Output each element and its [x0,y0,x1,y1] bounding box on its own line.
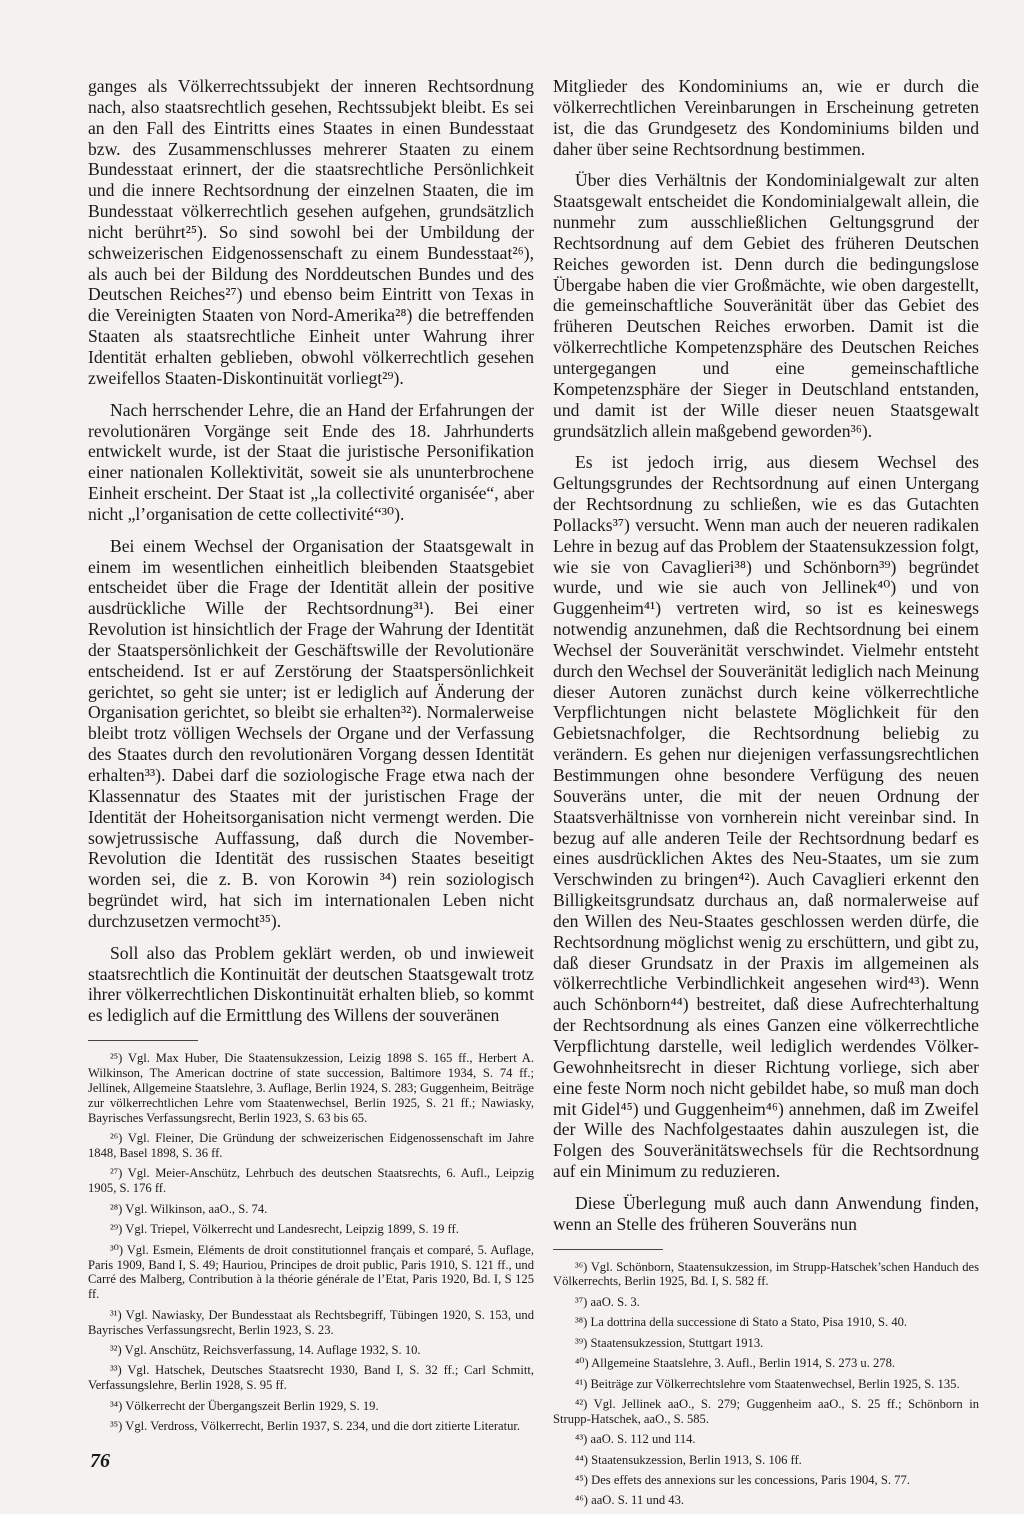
footnote-divider [88,1040,198,1041]
left-paragraph-4: Soll also das Problem geklärt werden, ob und inwieweit staatsrechtlich die Kontinuität der deutschen Staatsgewalt trotz ihrer völkerrechtlichen Diskontinuität erhalten blieb, so kommt es lediglich auf die Ermittlung des Willens der souveränen [88,942,534,1026]
right-footnotes [553,1260,979,1509]
footnote-39: ³⁹) Staatensukzession, Stuttgart 1913. [575,1335,764,1350]
footnote-25: ²⁵) Vgl. Max Huber, Die Staatensukzession, Leizig 1898 S. 165 ff., Herbert A. Wilkinson, The American doctrine of state succession, Baltimore 1934, S. 74 ff.; Jellinek, Allgemeine Staatslehre, 3. Auflage, Berlin 1924, S. 283; Guggenheim, Beiträge zur völkerrechtlichen Lehre vom Staatenwechsel, Berlin 1925, S. 21 ff.; Nawiasky, Bayrisches Verfassungsrecht, Berlin 1923, S. 63 bis 65. [88,1051,534,1125]
left-footnotes [88,1051,534,1434]
footnote-34: ³⁴) Völkerrecht der Übergangszeit Berlin 1929, S. 19. [110,1398,379,1413]
footnote-40: ⁴⁰) Allgemeine Staatslehre, 3. Aufl., Berlin 1914, S. 273 u. 278. [575,1356,896,1371]
right-paragraph-3: Es ist jedoch irrig, aus diesem Wechsel des Geltungsgrundes der Rechtsordnung auf einen Untergang der Rechtsordnung zu schließen, wie es das Gutachten Pollacks³⁷) versucht. Wenn man auch der neueren radikalen Lehre in bezug auf das Problem der Staatensukzession folgt, wie sie von Cavaglieri³⁸) und Schönborn³⁹) begründet wurde, und wie sie auch von Jellinek⁴⁰) und von Guggenheim⁴¹) vertreten wird, so ist es keineswegs notwendig anzunehmen, daß die Rechtsordnung bei einem Wechsel der Souveränität verschwindet. Vielmehr entsteht durch den Wechsel der Souveränität lediglich nach Meinung dieser Autoren zunächst durch keine völkerrechtliche Verpflichtungen nicht belastete Möglichkeit für den Gebietsnachfolger, die Rechtsordnung beliebig zu verändern. Es gehen nur diejenigen verfassungsrechtlichen Bestimmungen ohne besondere Verfügung des neuen Souveräns unter, die mit der neuen Ordnung der Staatsverhältnisse von vornherein nicht vereinbar sind. In bezug auf alle anderen Teile der Rechtsordnung bedarf es eines ausdrücklichen Aktes des Neu-Staates, um sie zum Verschwinden zu bringen⁴²). Auch Cavaglieri erkennt den Billigkeitsgrundsatz durchaus an, daß normalerweise auf den Willen des Neu-Staates geschlossen werden dürfe, die Rechtsordnung möglichst wenig zu erschüttern, und gibt zu, daß dieser Grundsatz in der Praxis im allgemeinen als völkerrechtliche Verbindlichkeit angesehen wird⁴³). Wenn auch Schönborn⁴⁴) bestreitet, daß diese Aufrechterhaltung der Rechtsordnung als eines Ganzen eine völkerrechtliche Verpflichtung darstelle, weil lediglich werdendes Völker-Gewohnheitsrecht in dieser Richtung vorliege, sich aber eine feste Norm noch nicht gebildet habe, so muß man doch mit Gidel⁴⁵) und Guggenheim⁴⁶) annehmen, daß im Zweifel der Wille des Nachfolgestaates dahin auszulegen ist, die Folgen des Souveränitätswechsels für die Rechtsordnung auf ein Minimum zu reduzieren. [553,452,979,1182]
left-paragraph-1: ganges als Völkerrechtssubjekt der inneren Rechtsordnung nach, also staatsrechtlich gesehen, Rechtssubjekt bleibt. Es sei an den Fall des Eintritts eines Staates in einen Bundesstaat bzw. des Zusammenschlusses mehrerer Staaten zu einem Bundesstaat erinnert, der die staatsrechtliche Persönlichkeit und die innere Rechtsordnung der einzelnen Staaten, die im Bundesstaat völkerrechtlich gesehen aufgehen, grundsätzlich nicht berührt²⁵). So sind sowohl bei der Umbildung der schweizerischen Eidgenossenschaft zu einem Bundesstaat²⁶), als auch bei der Bildung des Norddeutschen Bundes und des Deutschen Reiches²⁷) und ebenso beim Eintritt von Texas in die Vereinigten Staaten von Nord-Amerika²⁸) die betreffenden Staaten als staatsrechtliche Einheit unter Wahrung ihrer Identität erhalten geblieben, obwohl völkerrechtlich gesehen zweifellos Staaten-Diskontinuität vorliegt²⁹). [88,76,534,388]
right-paragraph-2: Über dies Verhältnis der Kondominialgewalt zur alten Staatsgewalt entscheidet die Kondominialgewalt allein, die nunmehr zum ausschließlichen Geltungsgrund der Rechtsordnung auf dem Gebiet des früheren Deutschen Reiches geworden ist. Denn durch die bedingungslose Übergabe haben die vier Großmächte, wie oben dargestellt, die gemeinschaftliche Souveränität über das Gebiet des früheren Deutschen Reiches erworben. Damit ist die völkerrechtliche Kompetenzsphäre des Deutschen Reiches untergegangen und eine gemeinschaftliche Kompetenzsphäre der Sieger in Deutschland entstanden, und damit ist der Wille dieser neuen Staatsgewalt grundsätzlich allein maßgebend geworden³⁶). [553,170,979,441]
footnote-46: ⁴⁶) aaO. S. 11 und 43. [575,1493,685,1508]
footnote-29: ²⁹) Vgl. Triepel, Völkerrecht und Landesrecht, Leipzig 1899, S. 19 ff. [110,1222,459,1237]
footnote-42: ⁴²) Vgl. Jellinek aaO., S. 279; Guggenheim aaO., S. 25 ff.; Schönborn in Strupp-Hatschek, aaO., S. 585. [553,1396,979,1426]
left-paragraph-2: Nach herrschender Lehre, die an Hand der Erfahrungen der revolutionären Vorgänge seit Ende des 18. Jahrhunderts entwickelt wurde, ist der Staat die juristische Personifikation einer nationalen Kollektivität, soweit sie als ununterbrochene Einheit erscheint. Der Staat ist „la collectivité organisée“, aber nicht „l’organisation de cette collectivité“³⁰). [88,399,534,524]
footnote-43: ⁴³) aaO. S. 112 und 114. [575,1432,696,1447]
right-column [553,76,979,1514]
footnote-divider [553,1249,663,1250]
footnote-41: ⁴¹) Beiträge zur Völkerrechtslehre vom Staatenwechsel, Berlin 1925, S. 135. [575,1376,960,1391]
page-number: 76 [90,1450,110,1472]
footnote-37: ³⁷) aaO. S. 3. [575,1294,640,1309]
footnote-30: ³⁰) Vgl. Esmein, Eléments de droit constitutionnel français et comparé, 5. Auflage, Paris 1909, Band I, S. 49; Hauriou, Principes de droit public, Paris 1910, S. 121 ff., und Carré des Malberg, Contribution à la théorie générale de l’Etat, Paris 1920, Bd. I, S 125 ff. [88,1242,534,1302]
footnote-26: ²⁶) Vgl. Fleiner, Die Gründung der schweizerischen Eidgenossenschaft im Jahre 1848, Basel 1898, S. 36 ff. [88,1131,534,1161]
footnote-35: ³⁵) Vgl. Verdross, Völkerrecht, Berlin 1937, S. 234, und die dort zitierte Literatur. [110,1419,521,1434]
footnote-27: ²⁷) Vgl. Meier-Anschütz, Lehrbuch des deutschen Staatsrechts, 6. Aufl., Leipzig 1905, S. 176 ff. [88,1166,534,1196]
footnote-31: ³¹) Vgl. Nawiasky, Der Bundesstaat als Rechtsbegriff, Tübingen 1920, S. 153, und Bayrisches Verfassungsrecht, Berlin 1923, S. 23. [88,1307,534,1337]
left-paragraph-3: Bei einem Wechsel der Organisation der Staatsgewalt in einem im wesentlichen einheitlich bleibenden Staatsgebiet entscheidet über die Frage der Identität allein der positive ausdrückliche Wille der Rechtsordnung³¹). Bei einer Revolution ist hinsichtlich der Frage der Wahrung der Identität der Staatspersönlichkeit der Geschäftswille der Revolutionäre entscheidend. Ist er auf Zerstörung der Staatspersönlichkeit gerichtet, so geht sie unter; ist er lediglich auf Änderung der Organisation gerichtet, so bleibt sie erhalten³²). Normalerweise bleibt trotz völligen Wechsels der Organe und der Verfassung des Staates durch den revolutionären Vorgang dessen Identität erhalten³³). Dabei darf die soziologische Frage etwa nach der Klassennatur des Staates mit der juristischen Frage der Identität der Hoheitsorganisation nicht vermengt werden. Die sowjetrussische Auffassung, daß durch die November-Revolution die Identität des russischen Staates beseitigt worden sei, die z. B. von Korowin ³⁴) rein soziologisch begründet wird, hat sich im internationalen Leben nicht durchzusetzen vermocht³⁵). [88,535,534,931]
footnote-32: ³²) Vgl. Anschütz, Reichsverfassung, 14. Auflage 1932, S. 10. [110,1343,421,1358]
footnote-33: ³³) Vgl. Hatschek, Deutsches Staatsrecht 1930, Band I, S. 32 ff.; Carl Schmitt, Verfassungslehre, Berlin 1928, S. 95 ff. [88,1363,534,1393]
right-paragraph-4: Diese Überlegung muß auch dann Anwendung finden, wenn an Stelle des früheren Souveräns nun [553,1192,979,1234]
footnote-36: ³⁶) Vgl. Schönborn, Staatensukzession, im Strupp-Hatschek’schen Handuch des Völkerrechts, Berlin 1925, Bd. I, S. 582 ff. [553,1259,979,1289]
left-column [88,76,534,1440]
footnote-38: ³⁸) La dottrina della successione di Stato a Stato, Pisa 1910, S. 40. [575,1315,908,1330]
right-paragraph-1: Mitglieder des Kondominiums an, wie er durch die völkerrechtlichen Vereinbarungen in Erscheinung getreten ist, die das Grundgesetz des Kondominiums bilden und daher über seine Rechtsordnung bestimmen. [553,76,979,159]
footnote-45: ⁴⁵) Des effets des annexions sur les concessions, Paris 1904, S. 77. [575,1473,910,1488]
footnote-44: ⁴⁴) Staatensukzession, Berlin 1913, S. 106 ff. [575,1452,802,1467]
footnote-28: ²⁸) Vgl. Wilkinson, aaO., S. 74. [110,1201,268,1216]
